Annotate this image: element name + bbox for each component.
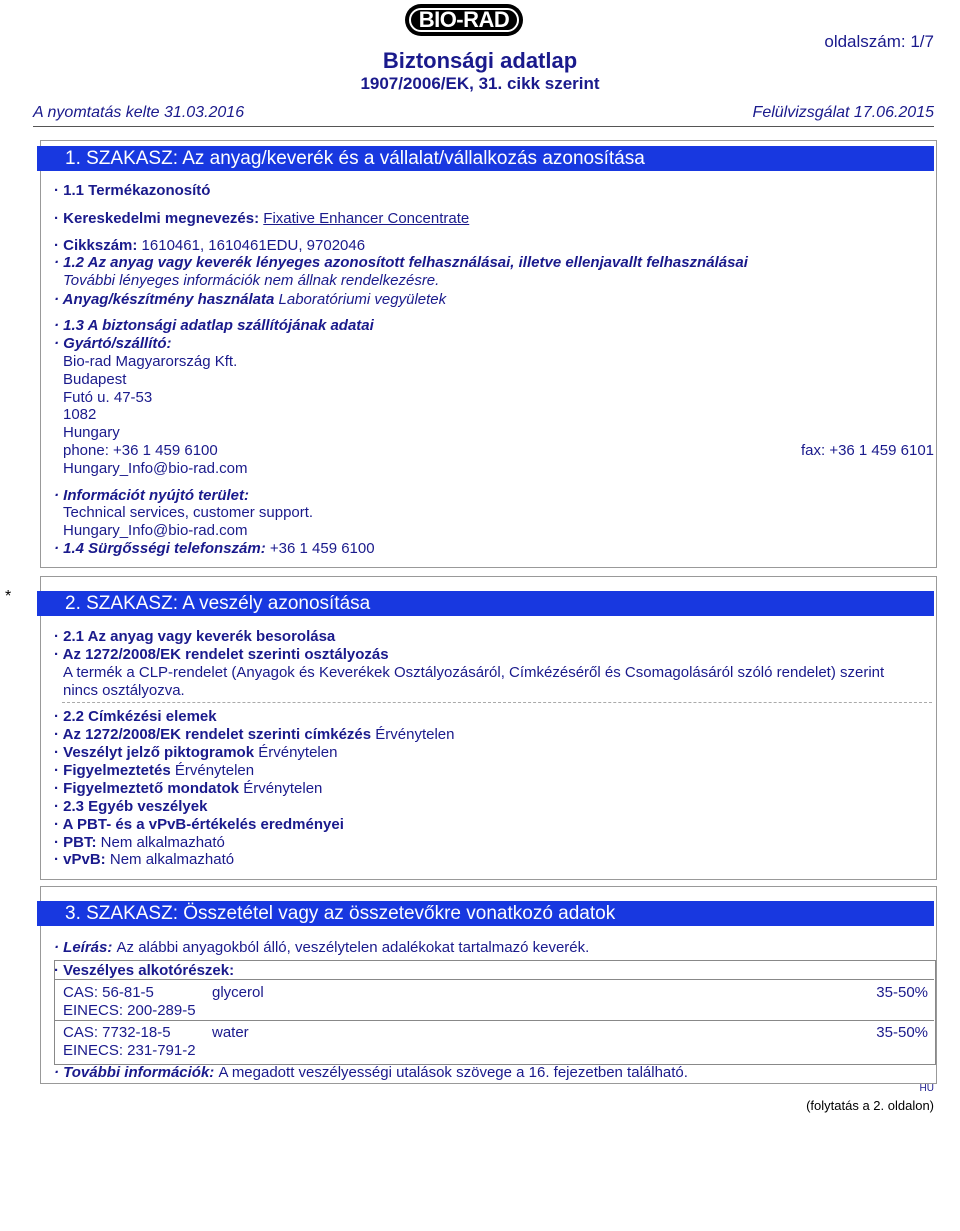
address-street: Futó u. 47-53 [63,389,153,406]
hazard-statements: · Figyelmeztető mondatok Érvénytelen [54,780,323,797]
row2-cas: CAS: 7732-18-5 [63,1024,171,1041]
row1-concentration: 35-50% [876,984,928,1001]
email-address: Hungary_Info@bio-rad.com [63,460,248,477]
row2-concentration: 35-50% [876,1024,928,1041]
section3-heading: 3. SZAKASZ: Összetétel vagy az összetevőkre vonatkozó adatok [37,901,934,926]
print-date: A nyomtatás kelte 31.03.2016 [33,104,245,121]
continuation-note: (folytatás a 2. oldalon) [806,1098,934,1113]
description: · Leírás: Az alábbi anyagokból álló, veszélytelen adalékokat tartalmazó keverék. [54,939,590,956]
row1-einecs: EINECS: 200-289-5 [63,1002,196,1019]
info-area-email: Hungary_Info@bio-rad.com [63,522,248,539]
row1-name: glycerol [212,984,264,1001]
page-number: oldalszám: 1/7 [824,32,934,51]
section2-heading: 2. SZAKASZ: A veszély azonosítása [37,591,934,616]
address-city: Budapest [63,371,127,388]
revision-date: Felülvizsgálat 17.06.2015 [752,104,934,121]
label-elements-heading: · 2.2 Címkézési elemek [54,708,217,725]
pictograms: · Veszélyt jelző piktogramok Érvénytelen [54,744,338,761]
identified-uses-heading: · 1.2 Az anyag vagy keverék lényeges azonosított felhasználásai, illetve ellenjavallt felhasználásai [54,254,748,271]
row2-einecs: EINECS: 231-791-2 [63,1042,196,1059]
info-area-label: · Információt nyújtó terület: [54,487,249,504]
trade-name: · Kereskedelmi megnevezés: Fixative Enhancer Concentrate [54,210,470,227]
header-rule [33,126,934,127]
phone-number: phone: +36 1 459 6100 [63,442,218,459]
address-company: Bio-rad Magyarország Kft. [63,353,238,370]
bio-rad-logo: BIO-RAD [405,4,523,36]
address-country: Hungary [63,424,120,441]
classification-text-1: A termék a CLP-rendelet (Anyagok és Keverékek Osztályozásáról, Címkézéséről és Csomagolásáról szóló rendelet) szerint [63,664,885,681]
vpvb-value: · vPvB: Nem alkalmazható [54,851,235,868]
signal-word: · Figyelmeztetés Érvénytelen [54,762,255,779]
pbt-value: · PBT: Nem alkalmazható [54,834,225,851]
address-zip: 1082 [63,406,97,423]
emergency-phone: · 1.4 Sürgősségi telefonszám: +36 1 459 6100 [54,540,375,557]
change-marker: * [5,588,12,605]
product-use: · Anyag/készítmény használata Laboratóriumi vegyületek [54,291,447,308]
further-info: További lényeges információk nem állnak rendelkezésre. [63,272,440,289]
other-hazards-heading: · 2.3 Egyéb veszélyek [54,798,208,815]
info-area-text: Technical services, customer support. [63,504,314,521]
classification-regulation: · Az 1272/2008/EK rendelet szerinti osztályozás [54,646,389,663]
table-divider [54,1020,934,1021]
classification-text-2: nincs osztályozva. [63,682,185,699]
classification-heading: · 2.1 Az anyag vagy keverék besorolása [54,628,336,645]
product-identifier-heading: · 1.1 Termékazonosító [54,182,211,199]
row2-name: water [212,1024,249,1041]
divider [62,702,932,703]
manufacturer-label: · Gyártó/szállító: [54,335,172,352]
language-code: HU [919,1083,934,1094]
row1-cas: CAS: 56-81-5 [63,984,154,1001]
fax-number: fax: +36 1 459 6101 [800,442,934,459]
pbt-vpvb-heading: · A PBT- és a vPvB-értékelés eredményei [54,816,344,833]
section1-heading: 1. SZAKASZ: Az anyag/keverék és a vállalat/vállalkozás azonosítása [37,146,934,171]
additional-info: · További információk: A megadott veszélyességi utalások szövege a 16. fejezetben található. [54,1064,688,1081]
document-subtitle: 1907/2006/EK, 31. cikk szerint [360,74,600,93]
table-title: · Veszélyes alkotórészek: [54,962,235,979]
article-number: · Cikkszám: 1610461, 1610461EDU, 9702046 [54,237,366,254]
supplier-heading: · 1.3 A biztonsági adatlap szállítójának adatai [54,317,374,334]
document-title: Biztonsági adatlap [382,48,578,73]
labelling-regulation: · Az 1272/2008/EK rendelet szerinti címkézés Érvénytelen [54,726,455,743]
